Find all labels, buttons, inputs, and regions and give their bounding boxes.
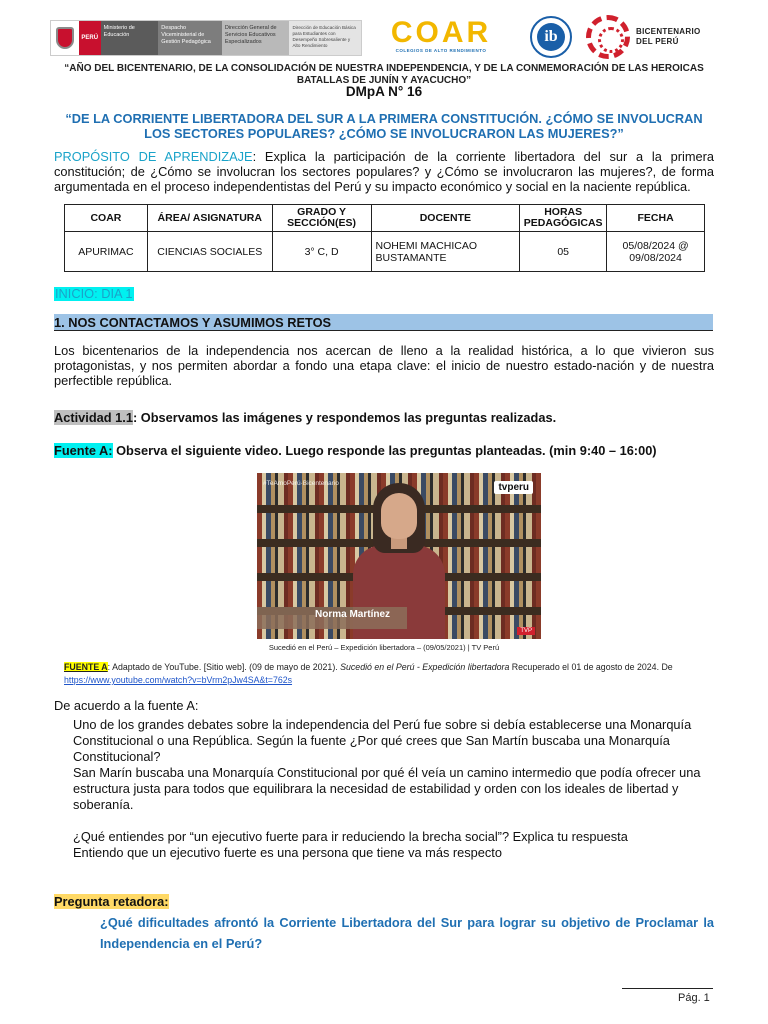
peru-shield-icon xyxy=(51,21,79,55)
question-1: Uno de los grandes debates sobre la independencia del Perú fue sobre si debía establecerse una Monarquía Constitucional o una República. Según la fuente ¿Por qué crees que San Martín buscaba una Monarquía Constitucional? xyxy=(73,717,692,764)
learning-purpose-text: : Explica la participación de la corriente libertadora del sur a la primera constitución; de ¿Cómo se involucran los sectores populares? y ¿Cómo se involucraron las mujeres?, de forma argumentada en el proceso independentistas del Perú y su impacto económico y social en la naciente república. xyxy=(54,149,714,194)
bicentenario-logo-text xyxy=(636,27,701,47)
peru-label: PERÚ xyxy=(79,21,101,55)
footer-divider xyxy=(622,988,713,989)
source-a-line xyxy=(54,443,657,458)
table-header-cell: DOCENTE xyxy=(371,205,520,232)
challenge-label: Pregunta retadora: xyxy=(54,894,169,909)
channel-badge: TVP xyxy=(517,627,535,635)
table-header-cell: ÁREA/ ASIGNATURA xyxy=(147,205,272,232)
answer-2: Entiendo que un ejecutivo fuerte es una persona que tiene va más respecto xyxy=(73,845,502,860)
table-cell-grade: 3° C, D xyxy=(272,232,371,272)
presenter-name: Norma Martínez xyxy=(257,607,407,629)
day-label: INICIO: DIA 1 xyxy=(55,286,133,301)
bicentenario-line2: DEL PERÚ xyxy=(636,37,679,46)
learning-purpose-label: PROPÓSITO DE APRENDIZAJE xyxy=(54,149,253,164)
table-header-cell: COAR xyxy=(65,205,148,232)
document-code: DMpA N° 16 xyxy=(345,84,423,99)
document-header xyxy=(50,14,718,60)
table-cell-coar: APURIMAC xyxy=(65,232,148,272)
video-thumbnail[interactable] xyxy=(257,473,541,639)
ministry-label: Ministerio de Educación xyxy=(101,21,159,55)
coar-logo xyxy=(375,18,507,58)
coar-logo-subtitle: COLEGIOS DE ALTO RENDIMIENTO xyxy=(395,48,487,53)
table-row xyxy=(65,232,705,272)
source-citation-label: FUENTE A xyxy=(64,662,108,672)
year-motto: “AÑO DEL BICENTENARIO, DE LA CONSOLIDACIÓN DE NUESTRA INDEPENDENCIA, Y DE LA CONMEMORACIÓN DE LAS HEROICAS BATALLAS DE JUNÍN Y AYACUCHO” xyxy=(64,63,704,86)
source-citation-title: Sucedió en el Perú - Expedición libertadora xyxy=(340,662,510,672)
question-2: ¿Qué entiendes por “un ejecutivo fuerte para ir reduciendo la brecha social”? Explica tu respuesta xyxy=(73,829,628,844)
vice-ministry-label: Despacho Viceministerial de Gestión Pedagógica xyxy=(158,21,222,55)
page-number: Pág. 1 xyxy=(678,992,710,1004)
table-cell-hours: 05 xyxy=(520,232,607,272)
questions-block xyxy=(73,717,713,861)
source-citation-text2: Recuperado el 01 de agosto de 2024. De xyxy=(509,662,673,672)
learning-purpose xyxy=(54,149,714,194)
answer-1: San Marín buscaba una Monarquía Constitucional por qué él veía un camino intermedio que podía ofrecer una estructura justa para todos que equilibrara la necesidad de estabilidad y orden con los ideales de libertad y soberanía. xyxy=(73,765,701,812)
table-cell-date: 05/08/2024 @ 09/08/2024 xyxy=(607,232,705,272)
activity-line xyxy=(54,410,556,425)
source-a-label: Fuente A: xyxy=(54,443,113,458)
source-link[interactable]: https://www.youtube.com/watch?v=bVrm2pJw4SA&t=762s xyxy=(64,675,293,685)
session-title: “DE LA CORRIENTE LIBERTADORA DEL SUR A LA PRIMERA CONSTITUCIÓN. ¿CÓMO SE INVOLUCRAN LOS SECTORES POPULARES? ¿CÓMO SE INVOLUCRARON LAS MUJERES?” xyxy=(65,111,703,141)
session-info-table xyxy=(64,204,705,272)
table-header-row xyxy=(65,205,705,232)
bicentenario-logo xyxy=(586,14,720,60)
table-cell-teacher: NOHEMI MACHICAO BUSTAMANTE xyxy=(371,232,520,272)
activity-label: Actividad 1.1 xyxy=(54,410,133,425)
challenge-question: ¿Qué dificultades afrontó la Corriente Libertadora del Sur para lograr su objetivo de Proclamar la Independencia en el Perú? xyxy=(100,915,714,951)
source-a-text: Observa el siguiente video. Luego responde las preguntas planteadas. (min 9:40 – 16:00) xyxy=(112,443,657,458)
section-heading: 1. NOS CONTACTAMOS Y ASUMIMOS RETOS xyxy=(54,314,713,331)
video-overlay-text: #TeAmoPerú·Bicentenario xyxy=(263,480,339,487)
direction-label: Dirección General de Servicios Educativos Especializados xyxy=(222,21,290,55)
source-citation xyxy=(64,661,714,687)
coar-logo-text: COAR xyxy=(390,16,492,49)
basic-education-label: Dirección de Educación Básica para Estudiantes con Desempeño Sobresaliente y Alto Rendimiento xyxy=(289,21,361,55)
table-header-cell: HORAS PEDAGÓGICAS xyxy=(520,205,607,232)
ib-logo-text: ib xyxy=(537,23,565,51)
questions-lead: De acuerdo a la fuente A: xyxy=(54,698,199,713)
source-citation-text: : Adaptado de YouTube. [Sitio web]. (09 de mayo de 2021). xyxy=(107,662,341,672)
table-header-cell: FECHA xyxy=(607,205,705,232)
activity-text: : Observamos las imágenes y respondemos las preguntas realizadas. xyxy=(132,410,557,425)
ib-logo-icon xyxy=(530,16,572,58)
table-header-cell: GRADO Y SECCIÓN(ES) xyxy=(272,205,371,232)
tvperu-logo: tvperu xyxy=(494,481,533,494)
intro-paragraph: Los bicentenarios de la independencia nos acercan de lleno a la realidad histórica, a lo que vivieron sus protagonistas, y nos permiten abordar a fondo una etapa clave: el inicio de nuestro estado-nación y de nuestra perfectible república. xyxy=(54,343,714,388)
bicentenario-logo-icon xyxy=(586,15,630,59)
table-cell-area: CIENCIAS SOCIALES xyxy=(147,232,272,272)
video-caption: Sucedió en el Perú – Expedición libertadora – (09/05/2021) | TV Perú xyxy=(268,643,500,652)
minedu-logo xyxy=(50,20,362,56)
bicentenario-line1: BICENTENARIO xyxy=(636,27,701,36)
